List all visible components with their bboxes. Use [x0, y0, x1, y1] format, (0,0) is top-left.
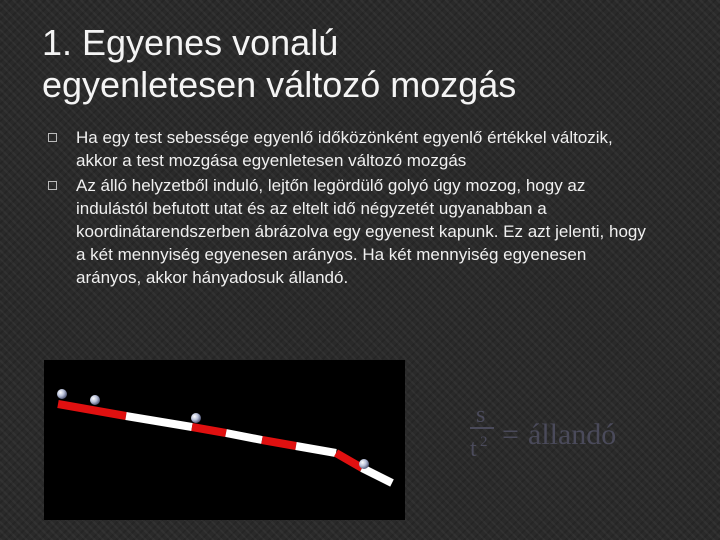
bullet-text: Az álló helyzetből induló, lejtőn legördülő golyó úgy mozog, hogy az indulástól befutott utat és az eltelt idő négyzetét ugyanabban a koordinátarendszerben ábrázolva egy egyenest kapunk. Ez azt jelenti, hogy a két mennyiség egyenesen arányos. Ha két mennyiség egyenesen arányos, akkor hányadosuk állandó.: [76, 176, 646, 287]
bullet-item: [48, 126, 648, 172]
bullet-item: [48, 174, 648, 289]
ball: [90, 395, 100, 405]
slide-title: [42, 22, 682, 106]
formula-equals: =: [502, 418, 519, 451]
rolling-ball-ramp-image: [44, 360, 405, 520]
formula: [466, 398, 656, 468]
ball: [57, 389, 67, 399]
title-line-1: 1. Egyenes vonalú: [42, 22, 339, 63]
ball: [191, 413, 201, 423]
square-bullet-icon: [48, 133, 57, 142]
square-bullet-icon: [48, 181, 57, 190]
formula-numerator: s: [476, 402, 486, 428]
bullet-text: Ha egy test sebessége egyenlő időközönként egyenlő értékkel változik, akkor a test mozgása egyenletesen változó mozgás: [76, 128, 613, 170]
title-line-2: egyenletesen változó mozgás: [42, 64, 517, 105]
formula-rhs: állandó: [528, 418, 617, 451]
ramp: [58, 404, 392, 483]
formula-denominator: t: [470, 436, 477, 462]
bullet-list: [48, 126, 648, 291]
formula-exponent: 2: [480, 434, 488, 450]
ball: [359, 459, 369, 469]
